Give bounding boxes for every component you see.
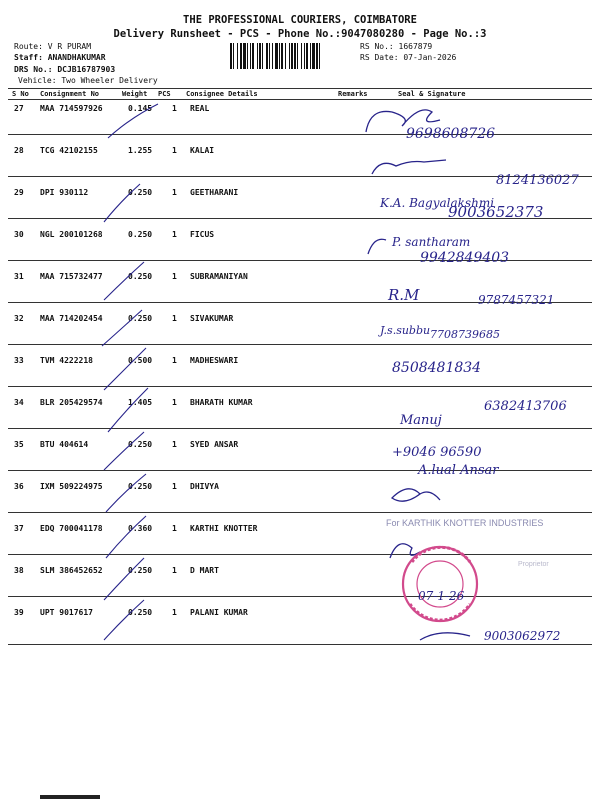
row-sno: 38 [14, 566, 24, 575]
rs-date: RS Date: 07-Jan-2026 [360, 53, 457, 62]
col-pcs: PCS [158, 90, 171, 98]
hw-phone-row29: 9003652373 [448, 203, 544, 221]
row-consignment-no: TCG 42102155 [40, 146, 98, 155]
row-sno: 27 [14, 104, 24, 113]
col-sno: S No [12, 90, 29, 98]
stamp-company: For KARTHIK KNOTTER INDUSTRIES [386, 518, 544, 528]
row-consignment-no: MAA 715732477 [40, 272, 103, 281]
row-consignee: PALANI KUMAR [190, 608, 248, 617]
row-sno: 31 [14, 272, 24, 281]
row-rule [8, 512, 592, 513]
row-sno: 28 [14, 146, 24, 155]
row-consignee: BHARATH KUMAR [190, 398, 253, 407]
row-sno: 37 [14, 524, 24, 533]
row-pcs: 1 [172, 482, 177, 491]
row-weight: 1.405 [128, 398, 153, 407]
document-subtitle: Delivery Runsheet - PCS - Phone No.:9047080280 - Page No.:3 [113, 28, 487, 40]
row-pcs: 1 [172, 146, 177, 155]
row-consignment-no: MAA 714202454 [40, 314, 103, 323]
row-consignee: FICUS [190, 230, 215, 239]
hw-sign-row34: Manuj [400, 413, 442, 428]
hw-phone-row35: +9046 96590 [392, 445, 482, 460]
barcode [230, 43, 356, 69]
hw-phone-row34: 6382413706 [484, 399, 567, 414]
row-sno: 30 [14, 230, 24, 239]
row-consignment-no: TVM 4222218 [40, 356, 93, 365]
document-title: THE PROFESSIONAL COURIERS, COIMBATORE [183, 14, 417, 26]
row-weight: 0.250 [128, 566, 153, 575]
row-rule [8, 386, 592, 387]
row-consignee: KARTHI KNOTTER [190, 524, 258, 533]
staff-label: Staff: ANANDHAKUMAR [14, 53, 106, 62]
hw-sign-row31: R.M [388, 286, 420, 304]
row-weight: 0.250 [128, 314, 153, 323]
tick-marks [102, 104, 158, 640]
row-consignee: DHIVYA [190, 482, 219, 491]
row-rule [8, 176, 592, 177]
row-weight: 1.255 [128, 146, 153, 155]
row-consignment-no: DPI 930112 [40, 188, 89, 197]
stamp-proprietor: Proprietor [518, 561, 549, 568]
row-consignee: GEETHARANI [190, 188, 239, 197]
row-rule [8, 644, 592, 645]
hw-phone-row30: 9942849403 [420, 250, 510, 266]
row-consignment-no: MAA 714597926 [40, 104, 103, 113]
row-weight: 0.250 [128, 608, 153, 617]
row-consignment-no: BTU 404614 [40, 440, 89, 449]
row-pcs: 1 [172, 104, 177, 113]
hw-phone-row39: 9003062972 [484, 629, 561, 643]
row-rule [8, 428, 592, 429]
row-pcs: 1 [172, 188, 177, 197]
hw-phone-row31: 9787457321 [478, 293, 555, 307]
row-rule [8, 470, 592, 471]
table-header-rule [8, 99, 592, 100]
row-consignment-no: IXM 509224975 [40, 482, 103, 491]
hw-name-row32: J.s.subbu [380, 324, 431, 337]
scan-mark [40, 795, 100, 799]
hw-phone-row28: 8124136027 [496, 173, 579, 188]
col-seal: Seal & Signature [398, 90, 466, 98]
row-sno: 35 [14, 440, 24, 449]
row-pcs: 1 [172, 608, 177, 617]
table-top-rule [8, 88, 592, 89]
row-rule [8, 302, 592, 303]
row-sno: 36 [14, 482, 24, 491]
row-sno: 39 [14, 608, 24, 617]
row-rule [8, 596, 592, 597]
row-pcs: 1 [172, 230, 177, 239]
col-weight: Weight [122, 90, 148, 98]
row-pcs: 1 [172, 524, 177, 533]
hw-name-row29: K.A. Bagyalakshmi [380, 196, 495, 210]
row-weight: 0.250 [128, 482, 153, 491]
row-weight: 0.145 [128, 104, 153, 113]
row-pcs: 1 [172, 566, 177, 575]
row-consignment-no: SLM 386452652 [40, 566, 103, 575]
hw-phone-row33: 8508481834 [392, 360, 482, 376]
row-consignee: MADHESWARI [190, 356, 239, 365]
row-sno: 33 [14, 356, 24, 365]
row-weight: 0.250 [128, 230, 153, 239]
row-weight: 0.360 [128, 524, 153, 533]
row-rule [8, 134, 592, 135]
row-consignment-no: NGL 200101268 [40, 230, 103, 239]
row-rule [8, 218, 592, 219]
row-rule [8, 554, 592, 555]
seal-date: 07-1-26 [418, 589, 465, 603]
row-pcs: 1 [172, 272, 177, 281]
row-consignee: SYED ANSAR [190, 440, 239, 449]
row-weight: 0.250 [128, 440, 153, 449]
row-pcs: 1 [172, 440, 177, 449]
row-sno: 34 [14, 398, 24, 407]
row-consignee: SUBRAMANIYAN [190, 272, 248, 281]
row-consignee: SIVAKUMAR [190, 314, 234, 323]
row-sno: 29 [14, 188, 24, 197]
hw-phone-row27: 9698608726 [406, 126, 496, 142]
row-consignment-no: BLR 205429574 [40, 398, 103, 407]
round-seal [403, 547, 477, 621]
row-consignee: REAL [190, 104, 210, 113]
row-pcs: 1 [172, 314, 177, 323]
row-weight: 0.500 [128, 356, 153, 365]
row-consignment-no: EDQ 700041178 [40, 524, 103, 533]
hw-sign-row35: A.lual Ansar [418, 463, 499, 478]
rs-number: RS No.: 1667879 [360, 42, 433, 51]
route-label: Route: V R PURAM [14, 42, 92, 51]
row-pcs: 1 [172, 398, 177, 407]
row-sno: 32 [14, 314, 24, 323]
row-weight: 0.250 [128, 188, 153, 197]
col-remarks: Remarks [338, 90, 368, 98]
row-consignment-no: UPT 9017617 [40, 608, 93, 617]
signature-scribbles [366, 110, 470, 640]
col-consignment: Consignment No [40, 90, 100, 98]
row-consignee: D MART [190, 566, 219, 575]
hw-phone-row32: 7708739685 [430, 328, 500, 341]
drs-label: DRS No.: DCJB16787903 [14, 65, 116, 74]
row-weight: 0.250 [128, 272, 153, 281]
row-consignee: KALAI [190, 146, 215, 155]
row-rule [8, 344, 592, 345]
col-consignee: Consignee Details [186, 90, 258, 98]
hw-name-row30: P. santharam [392, 235, 471, 249]
vehicle-label: Vehicle: Two Wheeler Delivery [18, 76, 158, 85]
row-pcs: 1 [172, 356, 177, 365]
row-rule [8, 260, 592, 261]
